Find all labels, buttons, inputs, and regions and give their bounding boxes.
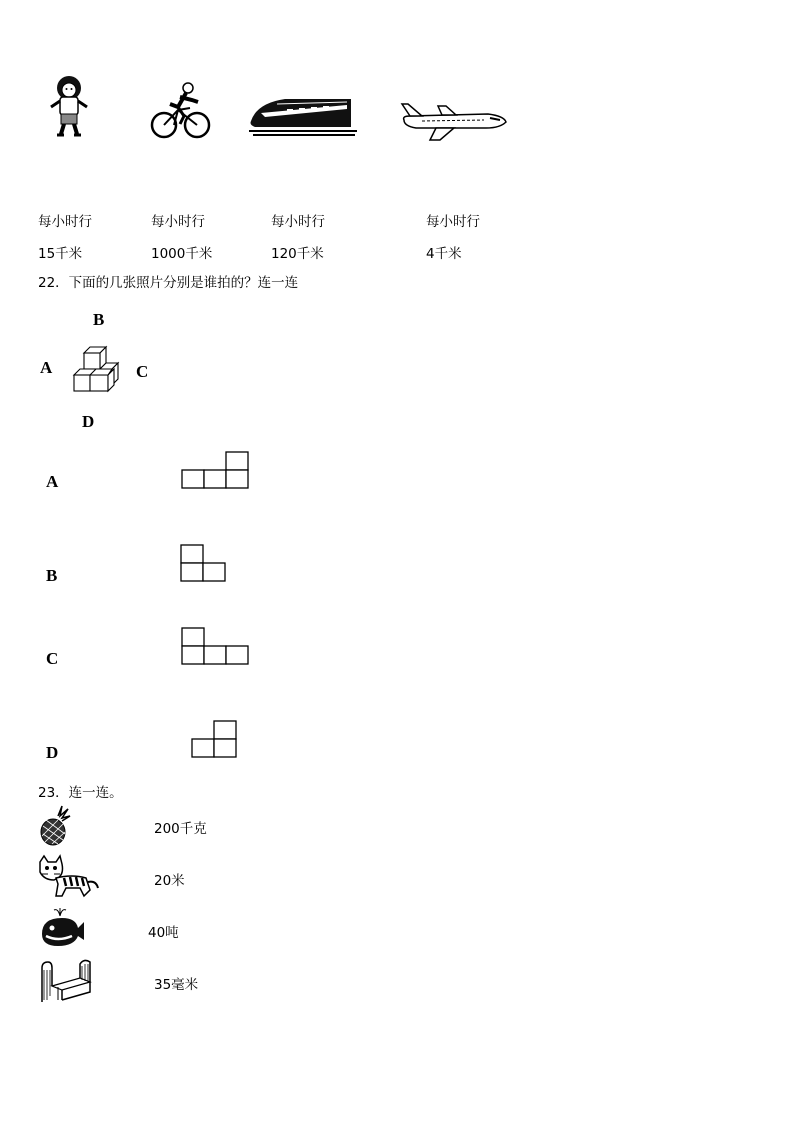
airplane-icon bbox=[396, 100, 508, 140]
speed-prefix-4: 每小时行 bbox=[426, 214, 480, 230]
photo-b-view bbox=[180, 544, 228, 582]
viewpoint-label-c: C bbox=[136, 362, 149, 381]
speed-prefix-1: 每小时行 bbox=[38, 214, 92, 230]
speed-value-4: 4千米 bbox=[426, 246, 462, 262]
photo-d-view bbox=[191, 720, 239, 758]
speed-prefix-3: 每小时行 bbox=[271, 214, 325, 230]
speed-value-1: 15千米 bbox=[38, 246, 83, 262]
photo-a-view bbox=[181, 451, 249, 489]
cyclist-icon bbox=[150, 80, 212, 142]
measure-value-1: 200千克 bbox=[154, 821, 207, 837]
photo-label-b: B bbox=[46, 566, 58, 585]
measure-value-4: 35毫米 bbox=[154, 977, 199, 993]
pineapple-icon bbox=[38, 806, 72, 846]
photo-label-a: A bbox=[46, 472, 59, 491]
photo-c-view bbox=[181, 627, 251, 665]
question-22-title: 22．下面的几张照片分别是谁拍的？连一连 bbox=[38, 275, 299, 291]
measure-value-2: 20米 bbox=[154, 873, 185, 889]
cube-stack-figure bbox=[72, 344, 120, 398]
measure-value-3: 40吨 bbox=[148, 925, 179, 941]
photo-label-c: C bbox=[46, 649, 59, 668]
photo-label-d: D bbox=[46, 743, 59, 762]
bed-icon bbox=[38, 956, 94, 1004]
viewpoint-label-b: B bbox=[93, 310, 105, 329]
whale-icon bbox=[38, 906, 86, 948]
question-23-title: 23．连一连。 bbox=[38, 785, 123, 801]
speed-value-3: 120千米 bbox=[271, 246, 324, 262]
speed-prefix-2: 每小时行 bbox=[151, 214, 205, 230]
tiger-icon bbox=[36, 854, 102, 898]
speed-value-2: 1000千米 bbox=[151, 246, 213, 262]
viewpoint-label-d: D bbox=[82, 412, 95, 431]
girl-walking-icon bbox=[46, 74, 92, 138]
viewpoint-label-a: A bbox=[40, 358, 53, 377]
train-icon bbox=[247, 93, 359, 137]
